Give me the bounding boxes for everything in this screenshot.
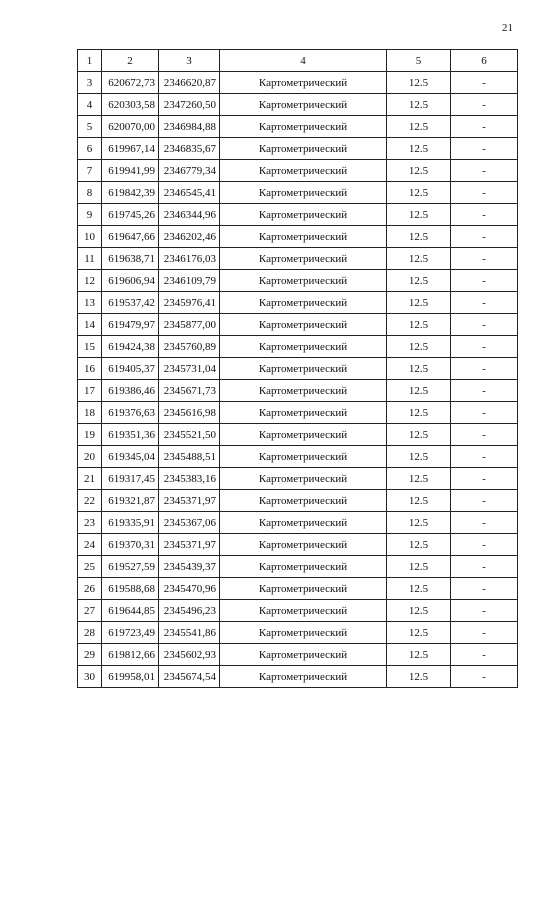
x-coordinate-cell: 619745,26 [102,204,159,226]
method-cell: Картометрический [220,314,387,336]
x-coordinate-cell: 619644,85 [102,600,159,622]
y-coordinate-cell: 2346620,87 [159,72,220,94]
point-number-cell: 3 [78,72,102,94]
point-number-cell: 14 [78,314,102,336]
x-coordinate-cell: 619424,38 [102,336,159,358]
method-cell: Картометрический [220,160,387,182]
table-row [78,644,518,666]
point-number-cell: 18 [78,402,102,424]
y-coordinate-cell: 2345383,16 [159,468,220,490]
column-header: 5 [387,50,451,72]
accuracy-cell: 12.5 [387,336,451,358]
accuracy-cell: 12.5 [387,600,451,622]
accuracy-cell: 12.5 [387,446,451,468]
table-row [78,402,518,424]
y-coordinate-cell: 2345976,41 [159,292,220,314]
point-number-cell: 20 [78,446,102,468]
x-coordinate-cell: 619723,49 [102,622,159,644]
table-row [78,204,518,226]
y-coordinate-cell: 2346109,79 [159,270,220,292]
method-cell: Картометрический [220,534,387,556]
accuracy-cell: 12.5 [387,358,451,380]
accuracy-cell: 12.5 [387,94,451,116]
method-cell: Картометрический [220,666,387,688]
accuracy-cell: 12.5 [387,160,451,182]
x-coordinate-cell: 619812,66 [102,644,159,666]
description-cell: - [451,578,518,600]
description-cell: - [451,270,518,292]
method-cell: Картометрический [220,600,387,622]
accuracy-cell: 12.5 [387,380,451,402]
accuracy-cell: 12.5 [387,490,451,512]
method-cell: Картометрический [220,204,387,226]
x-coordinate-cell: 619967,14 [102,138,159,160]
x-coordinate-cell: 619638,71 [102,248,159,270]
table-row [78,336,518,358]
x-coordinate-cell: 619479,97 [102,314,159,336]
description-cell: - [451,314,518,336]
accuracy-cell: 12.5 [387,204,451,226]
y-coordinate-cell: 2346344,96 [159,204,220,226]
method-cell: Картометрический [220,72,387,94]
point-number-cell: 24 [78,534,102,556]
x-coordinate-cell: 619335,91 [102,512,159,534]
accuracy-cell: 12.5 [387,666,451,688]
accuracy-cell: 12.5 [387,226,451,248]
point-number-cell: 29 [78,644,102,666]
method-cell: Картометрический [220,644,387,666]
y-coordinate-cell: 2346984,88 [159,116,220,138]
description-cell: - [451,446,518,468]
column-header: 3 [159,50,220,72]
method-cell: Картометрический [220,182,387,204]
table-row [78,424,518,446]
table-row [78,512,518,534]
x-coordinate-cell: 619941,99 [102,160,159,182]
description-cell: - [451,358,518,380]
description-cell: - [451,644,518,666]
accuracy-cell: 12.5 [387,424,451,446]
method-cell: Картометрический [220,512,387,534]
table-row [78,358,518,380]
description-cell: - [451,556,518,578]
point-number-cell: 12 [78,270,102,292]
accuracy-cell: 12.5 [387,534,451,556]
x-coordinate-cell: 619842,39 [102,182,159,204]
table-row [78,116,518,138]
y-coordinate-cell: 2345367,06 [159,512,220,534]
method-cell: Картометрический [220,622,387,644]
description-cell: - [451,600,518,622]
x-coordinate-cell: 619405,37 [102,358,159,380]
point-number-cell: 8 [78,182,102,204]
description-cell: - [451,94,518,116]
x-coordinate-cell: 619386,46 [102,380,159,402]
column-header: 6 [451,50,518,72]
x-coordinate-cell: 620070,00 [102,116,159,138]
description-cell: - [451,160,518,182]
y-coordinate-cell: 2346779,34 [159,160,220,182]
y-coordinate-cell: 2345541,86 [159,622,220,644]
point-number-cell: 19 [78,424,102,446]
method-cell: Картометрический [220,248,387,270]
column-header: 2 [102,50,159,72]
y-coordinate-cell: 2345521,50 [159,424,220,446]
x-coordinate-cell: 619647,66 [102,226,159,248]
description-cell: - [451,380,518,402]
point-number-cell: 7 [78,160,102,182]
description-cell: - [451,182,518,204]
point-number-cell: 4 [78,94,102,116]
point-number-cell: 11 [78,248,102,270]
method-cell: Картометрический [220,270,387,292]
table-row [78,666,518,688]
table-row [78,270,518,292]
description-cell: - [451,534,518,556]
description-cell: - [451,72,518,94]
x-coordinate-cell: 619537,42 [102,292,159,314]
description-cell: - [451,402,518,424]
table-row [78,292,518,314]
accuracy-cell: 12.5 [387,578,451,600]
point-number-cell: 27 [78,600,102,622]
x-coordinate-cell: 620672,73 [102,72,159,94]
table-row [78,94,518,116]
method-cell: Картометрический [220,292,387,314]
accuracy-cell: 12.5 [387,292,451,314]
method-cell: Картометрический [220,578,387,600]
x-coordinate-cell: 619588,68 [102,578,159,600]
description-cell: - [451,292,518,314]
table-row [78,248,518,270]
point-number-cell: 13 [78,292,102,314]
method-cell: Картометрический [220,226,387,248]
point-number-cell: 16 [78,358,102,380]
point-number-cell: 21 [78,468,102,490]
table-row [78,490,518,512]
accuracy-cell: 12.5 [387,468,451,490]
point-number-cell: 5 [78,116,102,138]
y-coordinate-cell: 2345470,96 [159,578,220,600]
y-coordinate-cell: 2345496,23 [159,600,220,622]
table-row [78,534,518,556]
y-coordinate-cell: 2346202,46 [159,226,220,248]
method-cell: Картометрический [220,468,387,490]
description-cell: - [451,204,518,226]
description-cell: - [451,512,518,534]
point-number-cell: 9 [78,204,102,226]
page-number: 21 [502,22,513,34]
method-cell: Картометрический [220,358,387,380]
y-coordinate-cell: 2345439,37 [159,556,220,578]
y-coordinate-cell: 2346545,41 [159,182,220,204]
accuracy-cell: 12.5 [387,270,451,292]
y-coordinate-cell: 2345602,93 [159,644,220,666]
x-coordinate-cell: 619317,45 [102,468,159,490]
x-coordinate-cell: 619370,31 [102,534,159,556]
description-cell: - [451,666,518,688]
point-number-cell: 6 [78,138,102,160]
x-coordinate-cell: 619321,87 [102,490,159,512]
method-cell: Картометрический [220,116,387,138]
y-coordinate-cell: 2345674,54 [159,666,220,688]
accuracy-cell: 12.5 [387,182,451,204]
accuracy-cell: 12.5 [387,644,451,666]
y-coordinate-cell: 2345371,97 [159,490,220,512]
y-coordinate-cell: 2345371,97 [159,534,220,556]
x-coordinate-cell: 619527,59 [102,556,159,578]
description-cell: - [451,424,518,446]
description-cell: - [451,490,518,512]
description-cell: - [451,116,518,138]
y-coordinate-cell: 2345877,00 [159,314,220,336]
point-number-cell: 26 [78,578,102,600]
description-cell: - [451,226,518,248]
description-cell: - [451,248,518,270]
method-cell: Картометрический [220,490,387,512]
point-number-cell: 23 [78,512,102,534]
accuracy-cell: 12.5 [387,116,451,138]
accuracy-cell: 12.5 [387,314,451,336]
column-header: 1 [78,50,102,72]
table-row [78,622,518,644]
point-number-cell: 10 [78,226,102,248]
coordinates-table [77,49,518,688]
point-number-cell: 25 [78,556,102,578]
method-cell: Картометрический [220,94,387,116]
accuracy-cell: 12.5 [387,556,451,578]
y-coordinate-cell: 2346176,03 [159,248,220,270]
table-row [78,160,518,182]
table-row [78,182,518,204]
x-coordinate-cell: 619345,04 [102,446,159,468]
description-cell: - [451,138,518,160]
y-coordinate-cell: 2345671,73 [159,380,220,402]
description-cell: - [451,336,518,358]
y-coordinate-cell: 2345731,04 [159,358,220,380]
table-row [78,468,518,490]
description-cell: - [451,468,518,490]
table-header-row [78,50,518,72]
accuracy-cell: 12.5 [387,72,451,94]
accuracy-cell: 12.5 [387,512,451,534]
y-coordinate-cell: 2345760,89 [159,336,220,358]
y-coordinate-cell: 2345488,51 [159,446,220,468]
y-coordinate-cell: 2345616,98 [159,402,220,424]
method-cell: Картометрический [220,380,387,402]
method-cell: Картометрический [220,446,387,468]
x-coordinate-cell: 619606,94 [102,270,159,292]
table-row [78,556,518,578]
x-coordinate-cell: 619376,63 [102,402,159,424]
point-number-cell: 22 [78,490,102,512]
accuracy-cell: 12.5 [387,248,451,270]
accuracy-cell: 12.5 [387,138,451,160]
x-coordinate-cell: 619958,01 [102,666,159,688]
table-row [78,600,518,622]
description-cell: - [451,622,518,644]
method-cell: Картометрический [220,556,387,578]
point-number-cell: 30 [78,666,102,688]
accuracy-cell: 12.5 [387,402,451,424]
table-body [78,72,518,688]
point-number-cell: 17 [78,380,102,402]
method-cell: Картометрический [220,402,387,424]
y-coordinate-cell: 2347260,50 [159,94,220,116]
point-number-cell: 28 [78,622,102,644]
table-row [78,314,518,336]
point-number-cell: 15 [78,336,102,358]
method-cell: Картометрический [220,138,387,160]
y-coordinate-cell: 2346835,67 [159,138,220,160]
table-row [78,446,518,468]
table-row [78,578,518,600]
table-row [78,380,518,402]
table-row [78,72,518,94]
table-row [78,138,518,160]
method-cell: Картометрический [220,336,387,358]
column-header: 4 [220,50,387,72]
x-coordinate-cell: 619351,36 [102,424,159,446]
accuracy-cell: 12.5 [387,622,451,644]
method-cell: Картометрический [220,424,387,446]
table-row [78,226,518,248]
x-coordinate-cell: 620303,58 [102,94,159,116]
